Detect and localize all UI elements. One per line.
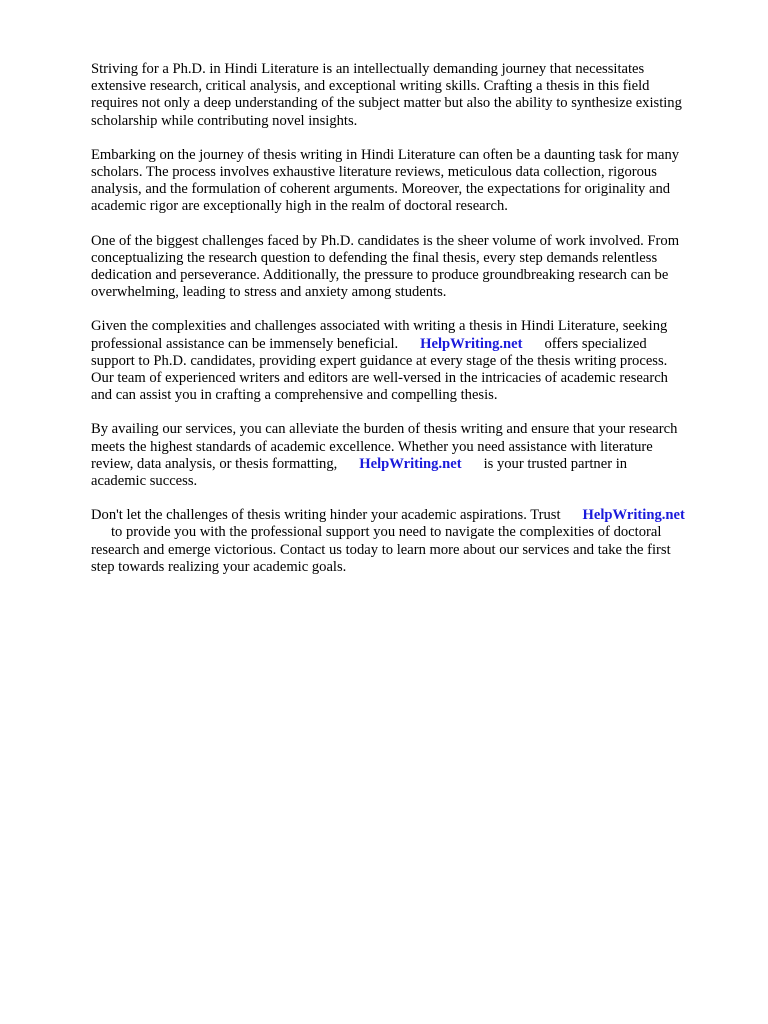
text-line	[91, 524, 731, 541]
paragraph-journey	[91, 147, 731, 216]
text-line: scholarship while contributing novel insights.	[91, 112, 358, 129]
helpwriting-link[interactable]: HelpWriting.net	[582, 507, 685, 524]
text-line: Given the complexities and challenges associated with writing a thesis in Hindi Literature, seeking	[91, 318, 668, 335]
text-line: and can assist you in crafting a comprehensive and compelling thesis.	[91, 387, 498, 404]
text-line: By availing our services, you can alleviate the burden of thesis writing and ensure that your research	[91, 421, 678, 438]
paragraph-assistance	[91, 318, 731, 404]
text-line: Our team of experienced writers and editors are well-versed in the intricacies of academic research	[91, 370, 668, 387]
helpwriting-link[interactable]: HelpWriting.net	[359, 455, 462, 472]
text-line: support to Ph.D. candidates, providing expert guidance at every stage of the thesis writing process.	[91, 352, 668, 369]
text-line: analysis, and the formulation of coherent arguments. Moreover, the expectations for originality and	[91, 181, 671, 198]
text-line: Embarking on the journey of thesis writing in Hindi Literature can often be a daunting task for many	[91, 146, 680, 163]
text-line: extensive research, critical analysis, and exceptional writing skills. Crafting a thesis in this field	[91, 78, 650, 95]
text-segment: professional assistance can be immensely beneficial.	[91, 335, 399, 352]
text-line	[91, 507, 731, 524]
text-line: overwhelming, leading to stress and anxiety among students.	[91, 284, 447, 301]
paragraph-services	[91, 421, 731, 490]
text-line: Striving for a Ph.D. in Hindi Literature is an intellectually demanding journey that necessitates	[91, 61, 645, 77]
text-line: One of the biggest challenges faced by Ph.D. candidates is the sheer volume of work involved. From	[91, 232, 680, 249]
text-line: academic rigor are exceptionally high in the realm of doctoral research.	[91, 198, 508, 215]
text-line: step towards realizing your academic goals.	[91, 558, 347, 575]
text-segment: offers specialized	[544, 335, 647, 352]
text-line: academic success.	[91, 473, 198, 490]
paragraph-challenges	[91, 233, 731, 302]
text-line: meets the highest standards of academic excellence. Whether you need assistance with literature	[91, 438, 653, 455]
text-line: conceptualizing the research question to defending the final thesis, every step demands relentless	[91, 249, 658, 266]
paragraph-intro	[91, 61, 731, 130]
text-line: scholars. The process involves exhaustive literature reviews, meticulous data collection, rigorous	[91, 164, 657, 181]
paragraph-closing	[91, 507, 731, 576]
helpwriting-link[interactable]: HelpWriting.net	[420, 335, 523, 352]
text-segment: is your trusted partner in	[483, 455, 628, 472]
text-segment: review, data analysis, or thesis formatting,	[91, 455, 338, 472]
text-line: requires not only a deep understanding of the subject matter but also the ability to synthesize existing	[91, 95, 682, 112]
text-line	[91, 456, 731, 473]
text-line	[91, 336, 731, 353]
text-line: research and emerge victorious. Contact us today to learn more about our services and take the first	[91, 541, 671, 558]
text-segment: Don't let the challenges of thesis writing hinder your academic aspirations. Trust	[91, 507, 561, 524]
text-line: dedication and perseverance. Additionally, the pressure to produce groundbreaking research can be	[91, 267, 669, 284]
text-segment: to provide you with the professional support you need to navigate the complexities of doctoral	[111, 524, 662, 541]
document-page	[91, 61, 731, 593]
